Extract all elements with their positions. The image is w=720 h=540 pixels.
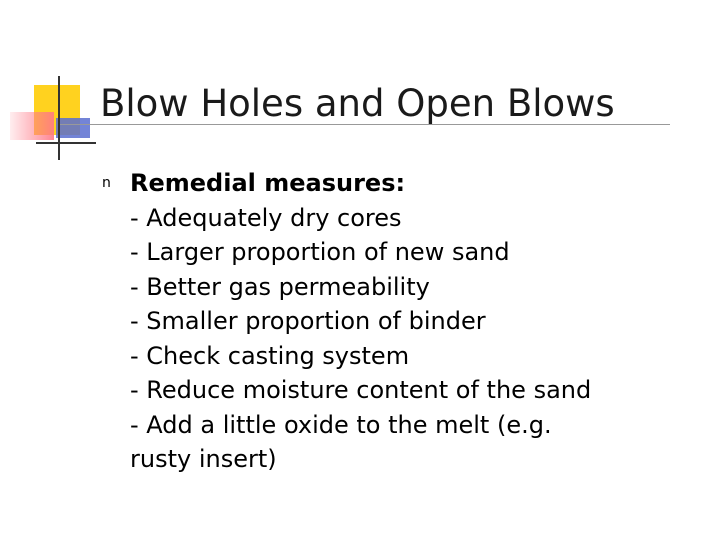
bullet-square-icon: n xyxy=(102,175,111,191)
slide-title: Blow Holes and Open Blows xyxy=(100,82,615,125)
list-item: - Smaller proportion of binder xyxy=(130,307,486,335)
title-decoration-horizontal-line xyxy=(36,142,96,144)
list-item: - Add a little oxide to the melt (e.g. xyxy=(130,410,552,439)
list-item: - Better gas permeability xyxy=(130,272,430,301)
list-item: - Reduce moisture content of the sand xyxy=(130,376,592,404)
title-decoration-blue-block xyxy=(56,118,90,138)
section-heading: Remedial measures: xyxy=(130,169,406,197)
slide-body xyxy=(130,166,700,477)
list-item: - Adequately dry cores xyxy=(130,203,402,232)
list-item: rusty insert) xyxy=(130,445,277,473)
list-item: - Check casting system xyxy=(130,341,410,370)
title-decoration-red-bar xyxy=(10,112,54,140)
list-item: - Larger proportion of new sand xyxy=(130,238,510,266)
title-decoration-vertical-line xyxy=(58,76,60,160)
